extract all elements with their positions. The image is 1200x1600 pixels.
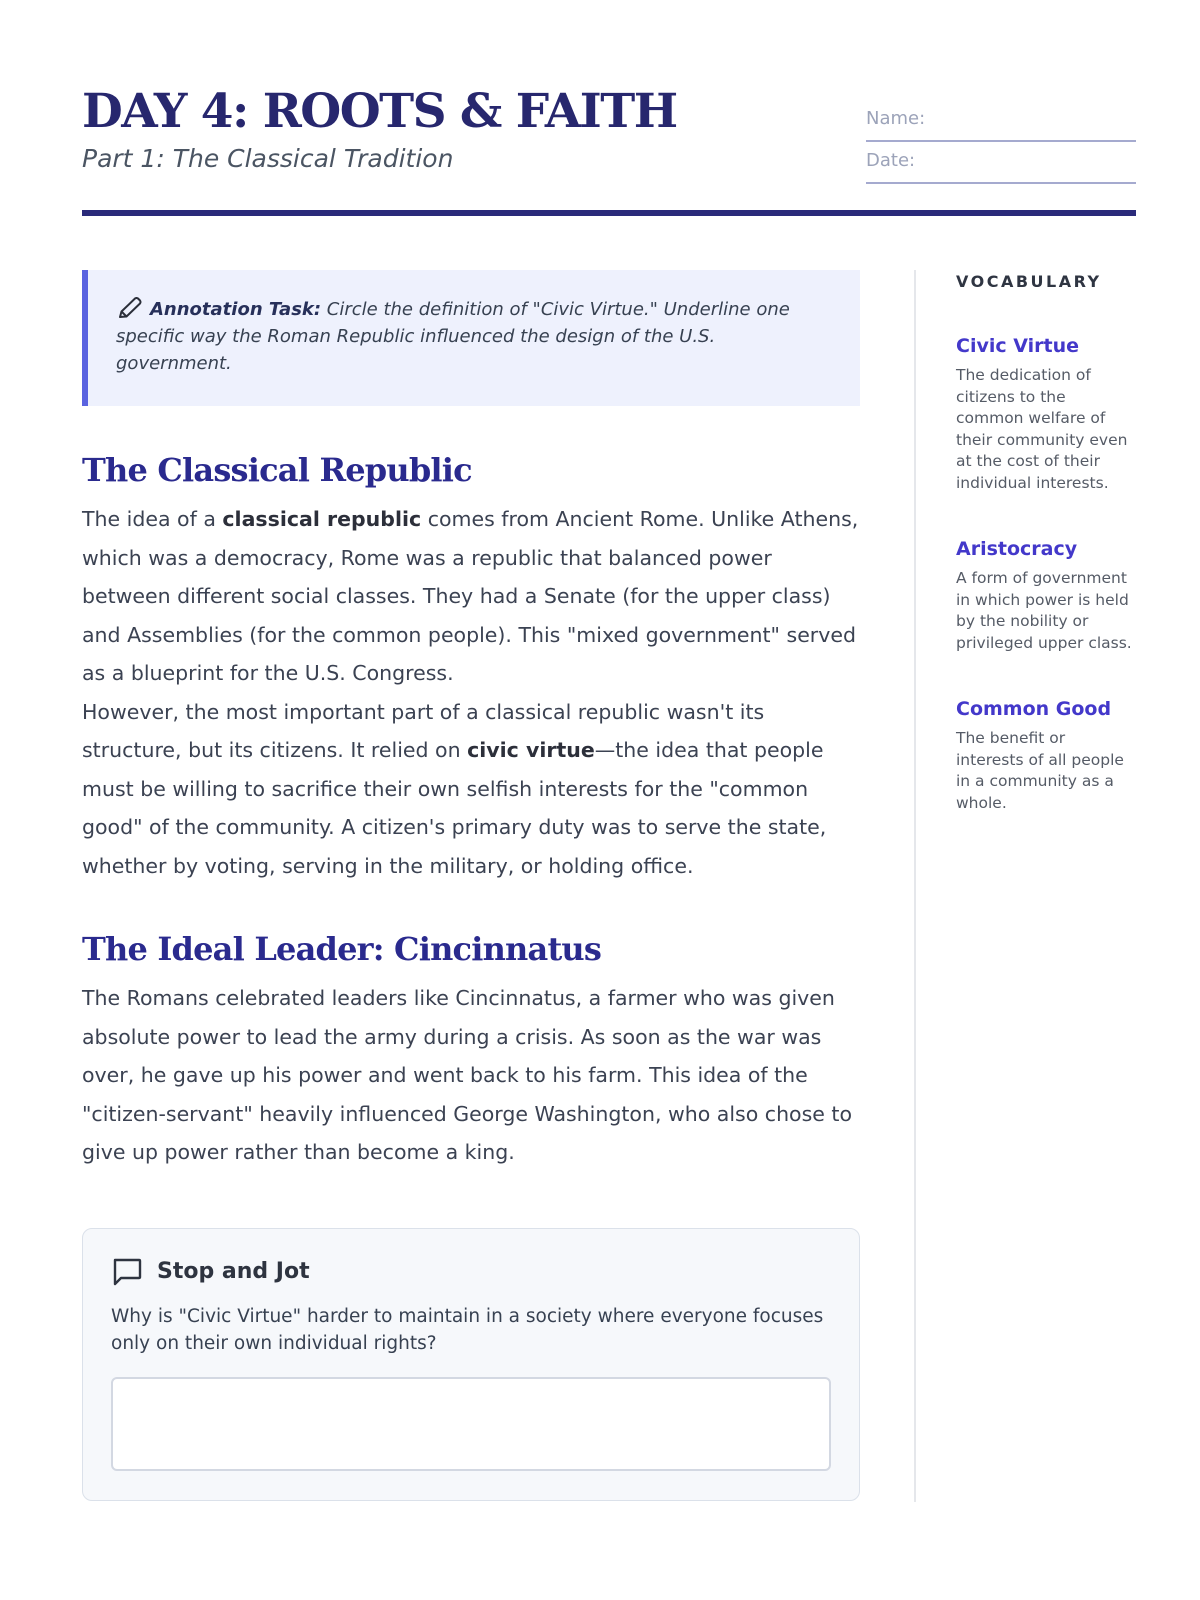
vocab-item xyxy=(956,538,1136,654)
pencil-icon xyxy=(116,297,144,319)
page-subtitle: Part 1: The Classical Tradition xyxy=(82,144,454,173)
vocabulary-title: VOCABULARY xyxy=(956,272,1102,291)
name-field[interactable] xyxy=(866,104,1136,142)
paragraph-classical-republic-2: However, the most important part of a classical republic wasn't its structure, but its citizens. It relied on civic virtue—the idea that people must be willing to sacrifice their own selfish interests for the "common good" of the community. A citizen's primary duty was to serve the state, whether by voting, serving in the military, or holding office. xyxy=(82,699,827,878)
stop-and-jot-box xyxy=(82,1228,860,1501)
section-heading-cincinnatus: The Ideal Leader: Cincinnatus xyxy=(82,930,602,968)
chat-bubble-icon xyxy=(111,1255,143,1287)
vocab-item xyxy=(956,698,1136,814)
vocabulary-sidebar xyxy=(956,272,1136,814)
annotation-task-text: Circle the definition of "Civic Virtue." Underline one specific way the Roman Republic influenced the design of the U.S. government. xyxy=(116,299,790,374)
vocab-term: Aristocracy xyxy=(956,538,1078,560)
page-title: DAY 4: ROOTS & FAITH xyxy=(82,84,677,139)
student-info xyxy=(866,104,1136,188)
stop-and-jot-header xyxy=(111,1255,831,1287)
stop-and-jot-title: Stop and Jot xyxy=(157,1258,310,1284)
main-content xyxy=(82,270,860,1172)
paragraph-classical-republic-1: The idea of a classical republic comes from Ancient Rome. Unlike Athens, which was a democracy, Rome was a republic that balanced power between different social classes. They had a Senate (for the upper class) and Assemblies (for the common people). This "mixed government" served as a blueprint for the U.S. Congress. xyxy=(82,507,859,685)
vocab-item xyxy=(956,335,1136,494)
answer-textbox[interactable] xyxy=(111,1377,831,1471)
annotation-task-label: Annotation Task: xyxy=(150,299,322,320)
stop-and-jot-question: Why is "Civic Virtue" harder to maintain in a society where everyone focuses only on their own individual rights? xyxy=(111,1306,824,1354)
sidebar-divider xyxy=(914,270,916,1502)
name-label: Name: xyxy=(866,108,926,129)
vocab-definition: The dedication of citizens to the common welfare of their community even at the cost of their individual interests. xyxy=(956,366,1128,492)
date-field[interactable] xyxy=(866,146,1136,184)
vocab-term: Common Good xyxy=(956,698,1112,720)
term-classical-republic: classical republic xyxy=(222,507,422,531)
vocab-term: Civic Virtue xyxy=(956,335,1079,357)
section-heading-classical-republic: The Classical Republic xyxy=(82,451,472,489)
vocab-definition: A form of government in which power is held by the nobility or privileged upper class. xyxy=(956,569,1132,652)
paragraph-cincinnatus: The Romans celebrated leaders like Cincinnatus, a farmer who was given absolute power to lead the army during a crisis. As soon as the war was over, he gave up his power and went back to his farm. This idea of the "citizen-servant" heavily influenced George Washington, who also chose to give up power rather than become a king. xyxy=(82,986,852,1164)
date-label: Date: xyxy=(866,150,916,171)
header-divider xyxy=(82,210,1136,216)
vocab-definition: The benefit or interests of all people in a community as a whole. xyxy=(956,729,1124,812)
annotation-task-callout xyxy=(82,270,860,406)
term-civic-virtue: civic virtue xyxy=(467,738,595,762)
